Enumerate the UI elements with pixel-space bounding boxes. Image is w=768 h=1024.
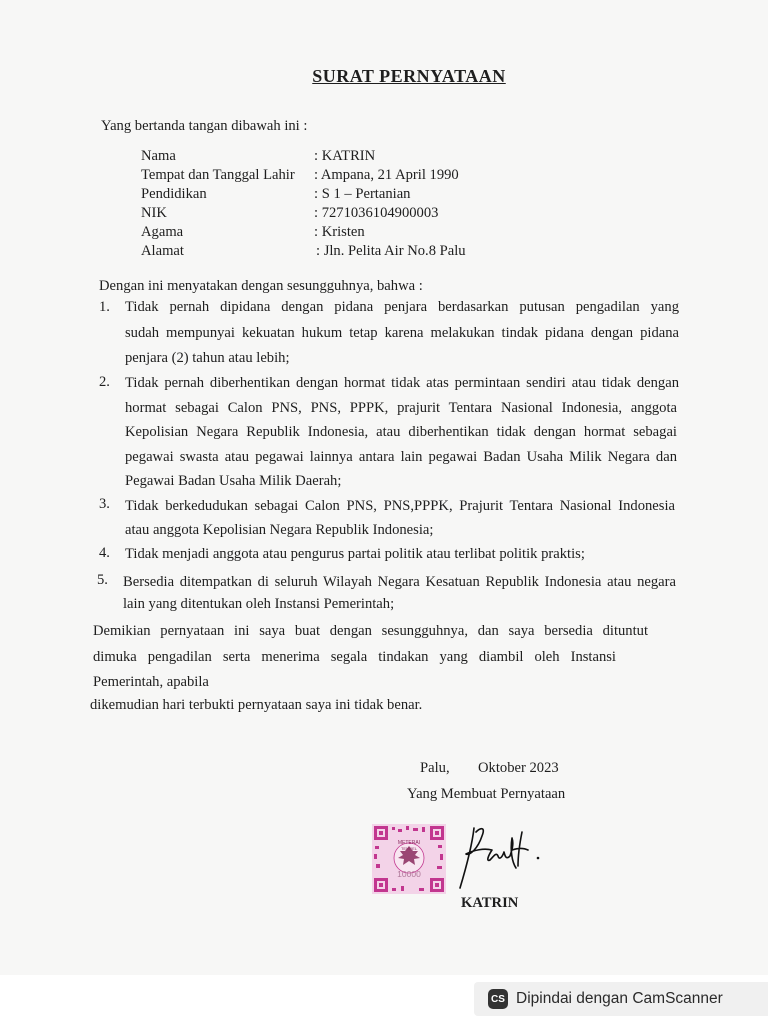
item-line: Pegawai Badan Usaha Milik Daerah; — [125, 473, 342, 489]
item-number: 4. — [99, 545, 110, 561]
camscanner-label: Dipindai dengan CamScanner — [516, 990, 723, 1007]
camscanner-logo-icon: CS — [488, 989, 508, 1009]
item-number: 1. — [99, 299, 110, 315]
identity-label-ttl: Tempat dan Tanggal Lahir — [141, 167, 295, 183]
identity-value-alamat: : Jln. Pelita Air No.8 Palu — [316, 243, 466, 259]
meterai-label: METERAI — [397, 840, 421, 846]
item-line: Bersedia ditempatkan di seluruh Wilayah Negara Kesatuan Republik Indonesia atau negara — [123, 574, 676, 590]
item-line: penjara (2) tahun atau lebih; — [125, 350, 290, 366]
identity-value-nama: : KATRIN — [314, 148, 376, 164]
item-number: 3. — [99, 496, 110, 512]
handwritten-signature — [452, 820, 548, 898]
camscanner-watermark — [474, 982, 768, 1016]
item-line: lain yang ditentukan oleh Instansi Pemerintah; — [123, 596, 395, 612]
signing-date: Oktober 2023 — [478, 760, 559, 776]
item-line: hormat sebagai Calon PNS, PNS, PPPK, prajurit Tentara Nasional Indonesia, anggota — [125, 400, 677, 416]
intro-line: Yang bertanda tangan dibawah ini : — [101, 118, 308, 134]
signature-graphic — [452, 820, 548, 898]
item-line: Kepolisian Negara Republik Indonesia, atau diberhentikan tidak dengan hormat sebagai — [125, 424, 677, 440]
identity-label-pendidikan: Pendidikan — [141, 186, 207, 202]
closing-line: dimuka pengadilan serta menerima segala tindakan yang diambil oleh Instansi — [93, 649, 616, 665]
identity-label-alamat: Alamat — [141, 243, 184, 259]
identity-label-nama: Nama — [141, 148, 176, 164]
identity-value-agama: : Kristen — [314, 224, 365, 240]
identity-label-agama: Agama — [141, 224, 184, 240]
item-number: 5. — [97, 572, 108, 588]
signer-name: KATRIN — [461, 895, 519, 911]
closing-line: dikemudian hari terbukti pernyataan saya ini tidak benar. — [90, 697, 423, 713]
item-line: pegawai swasta atau pegawai lainnya antara lain pegawai Badan Usaha Milik Negara dan — [125, 449, 677, 465]
item-line: Tidak pernah diberhentikan dengan hormat tidak atas permintaan sendiri atau tidak dengan — [125, 375, 679, 391]
meterai-stamp-graphic — [372, 824, 446, 894]
identity-value-pendidikan: : S 1 – Pertanian — [314, 186, 411, 202]
closing-line: Pemerintah, apabila — [93, 674, 209, 690]
identity-value-ttl: : Ampana, 21 April 1990 — [314, 167, 459, 183]
meterai-amount: 10000 — [397, 869, 421, 879]
identity-value-nik: : 7271036104900003 — [314, 205, 439, 221]
identity-label-nik: NIK — [141, 205, 167, 221]
meterai-sublabel: TEMPEL — [400, 846, 418, 851]
signing-place: Palu, — [420, 760, 450, 776]
closing-line: Demikian pernyataan ini saya buat dengan sesungguhnya, dan saya bersedia dituntut — [93, 623, 648, 639]
meterai-stamp — [372, 824, 446, 894]
item-line: Tidak berkedudukan sebagai Calon PNS, PNS,PPPK, Prajurit Tentara Nasional Indonesia — [125, 498, 675, 514]
item-line: atau anggota Kepolisian Negara Republik Indonesia; — [125, 522, 434, 538]
page-title: SURAT PERNYATAAN — [312, 66, 506, 86]
item-line: Tidak menjadi anggota atau pengurus partai politik atau terlibat politik praktis; — [125, 546, 585, 562]
signer-role: Yang Membuat Pernyataan — [407, 786, 566, 802]
statement-intro: Dengan ini menyatakan dengan sesungguhnya, bahwa : — [99, 278, 423, 294]
item-line: Tidak pernah dipidana dengan pidana penjara berdasarkan putusan pengadilan yang — [125, 299, 679, 315]
item-number: 2. — [99, 374, 110, 390]
item-line: sudah mempunyai kekuatan hukum tetap karena melakukan tindak pidana dengan pidana — [125, 325, 679, 341]
